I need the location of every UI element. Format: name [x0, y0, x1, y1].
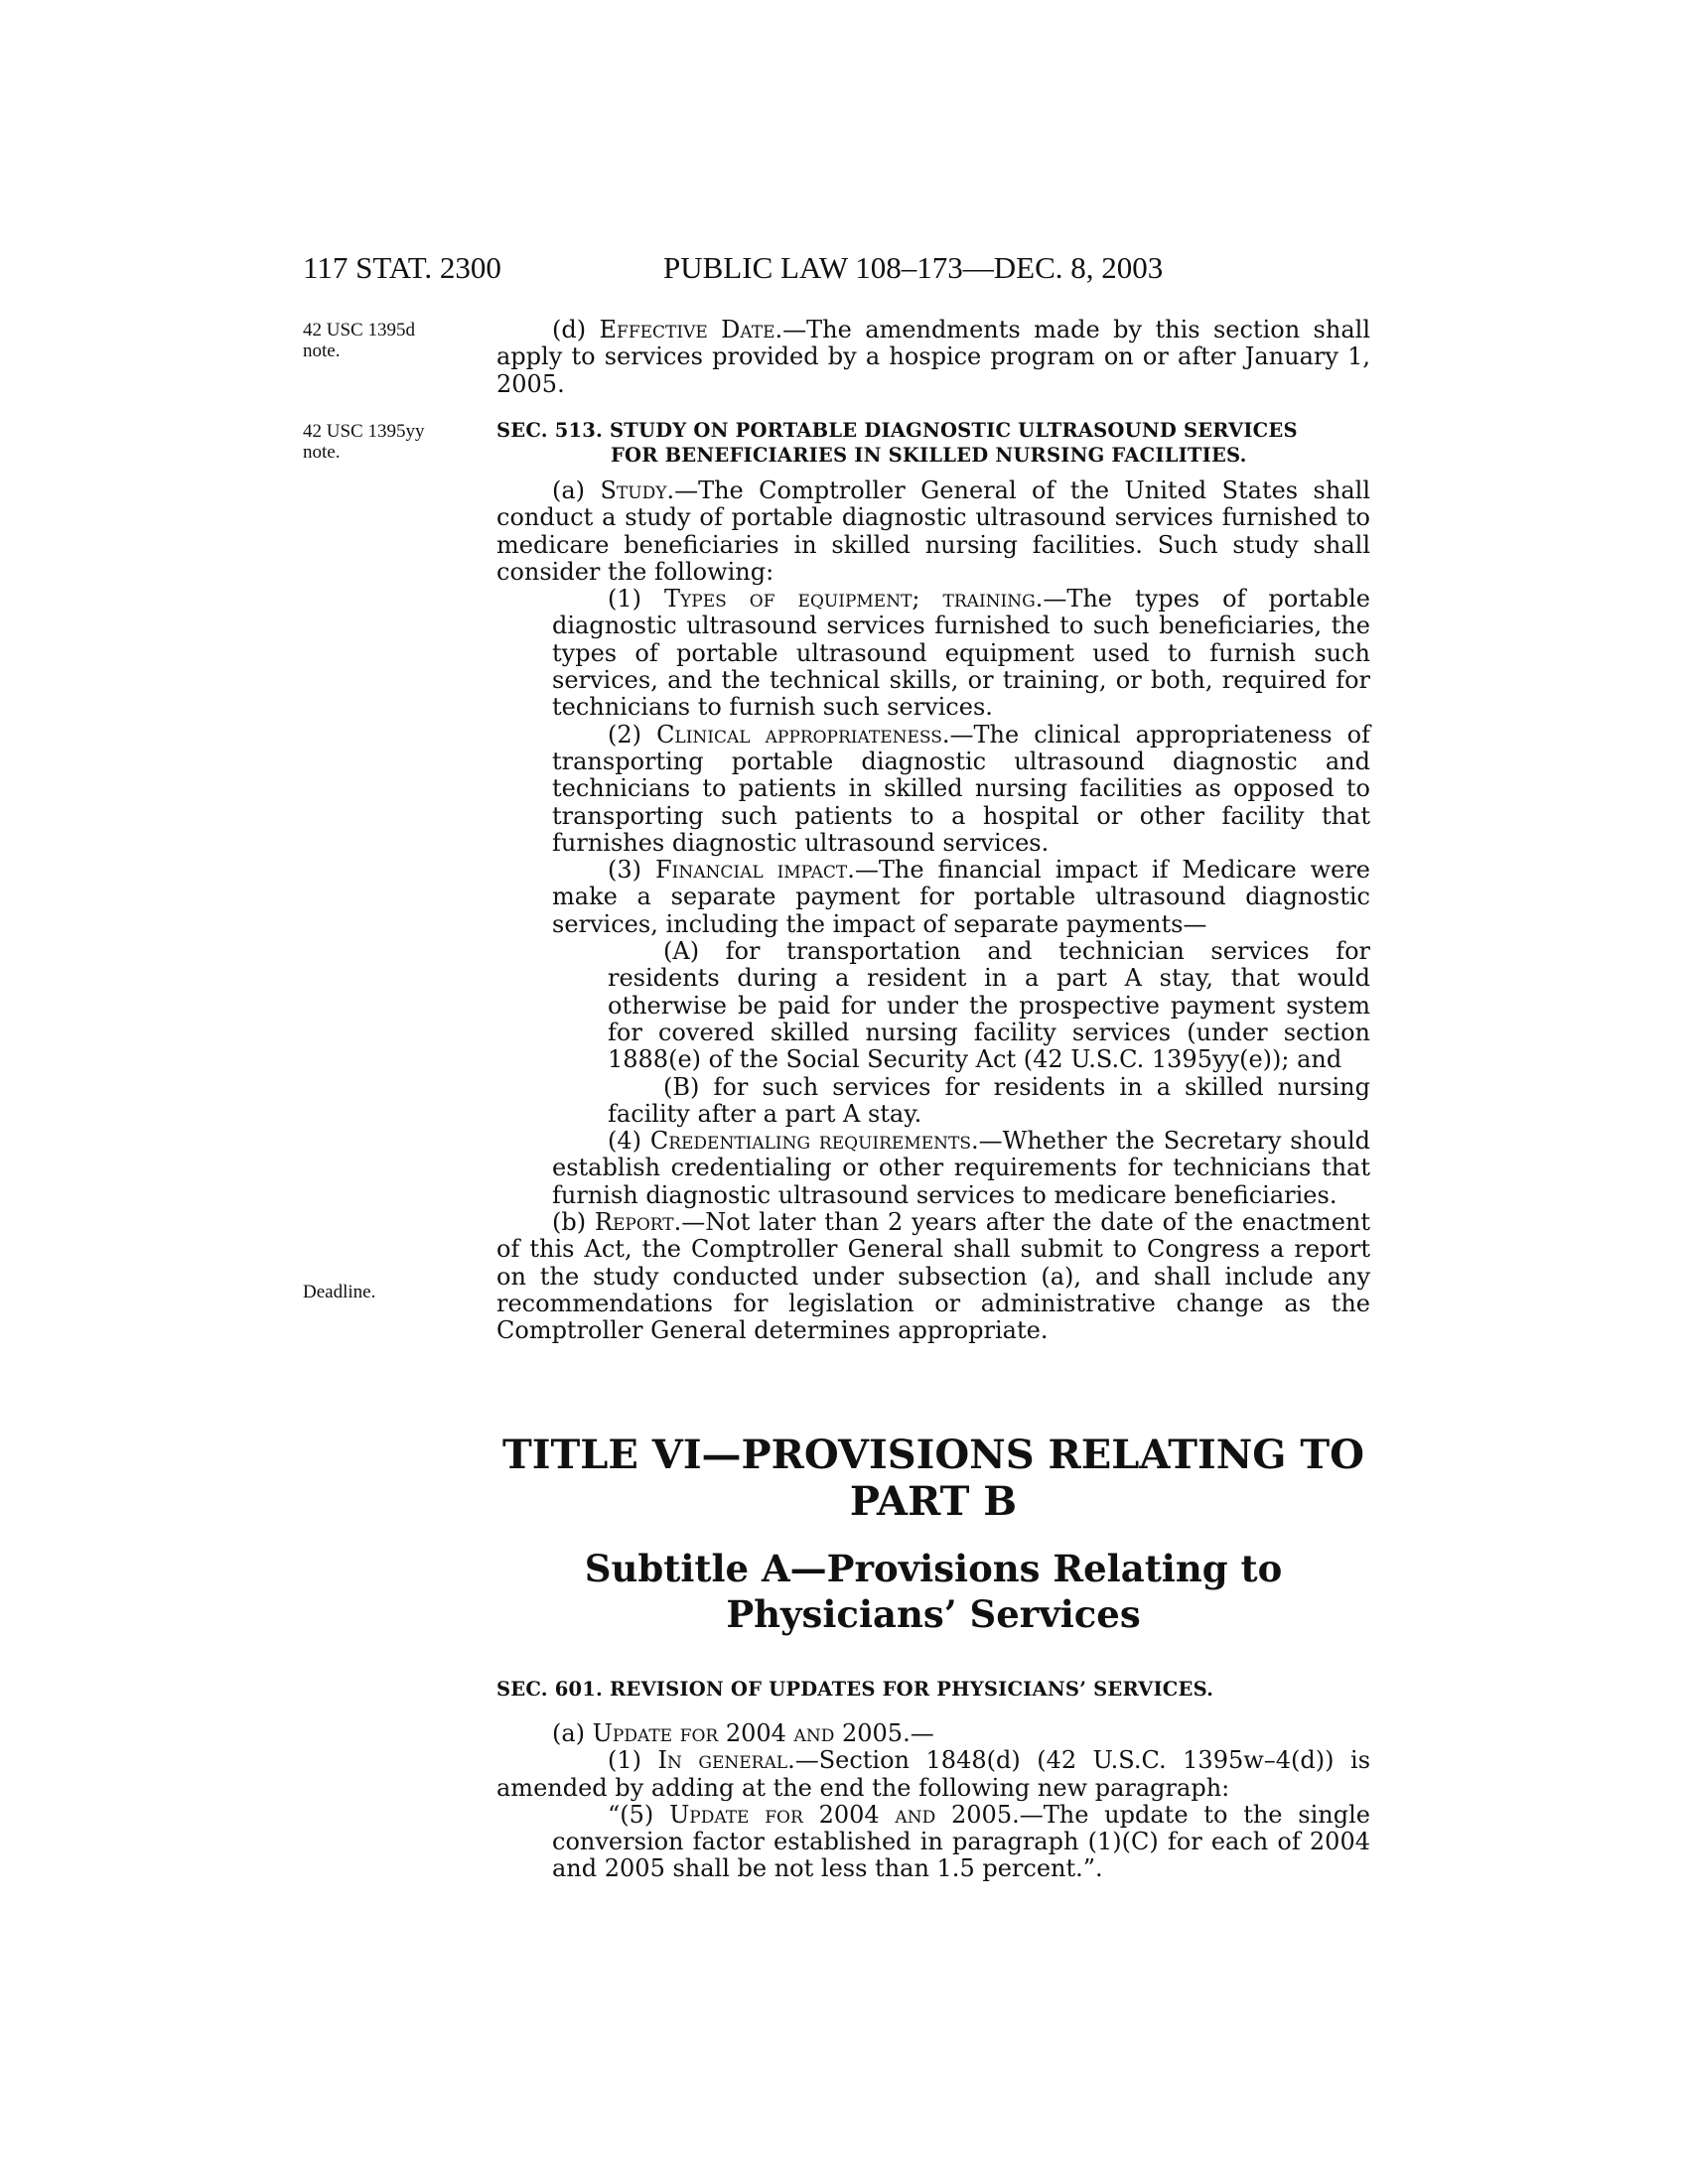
subparagraph-b: (B) for such services for residents in a skilled nursing facility after a part A stay.	[608, 1072, 1370, 1128]
subsection-a	[496, 478, 1370, 586]
label: (b)	[552, 1208, 595, 1237]
label: (1)	[608, 585, 665, 614]
text: .—Whether the Secretary should establish credentialing or other requirements for technicians that furnish diagnostic ultrasound services to medicare beneficiaries.	[552, 1127, 1371, 1209]
label: (a)	[552, 1719, 593, 1747]
heading: Financial impact	[654, 856, 848, 885]
paragraph-4	[496, 1128, 1370, 1209]
heading-line: SEC. 513. STUDY ON PORTABLE DIAGNOSTIC ULTRASOUND SERVICES	[496, 419, 1298, 442]
text: .—The update to the single conversion factor established in paragraph (1)(C) for each of 2004 and 2005 shall be not less than 1.5 percent.”.	[552, 1800, 1370, 1883]
text: .—	[903, 1719, 934, 1747]
text: .—The clinical appropriateness of transporting portable diagnostic ultrasound diagnostic and technicians to patients in skilled nursing facilities as opposed to transporting such patients to a hospital or other facility that furnishes diagnostic ultrasound services.	[552, 720, 1370, 857]
text: .—The types of portable diagnostic ultrasound services furnished to such beneficiaries, the types of portable ultrasound equipment used to furnish such services, and the technical skills, or training, or both, required for technicians to furnish such services.	[552, 585, 1370, 722]
margin-note-line: 42 USC 1395yy	[303, 421, 425, 442]
text: .—Not later than 2 years after the date of the enactment of this Act, the Comptroller General shall submit to Congress a report on the study conducted under subsection (a), and shall include any recommendations for legislation or administrative change as the Comptroller General determines appropriate.	[496, 1208, 1371, 1345]
subtitle-a-heading	[496, 1546, 1370, 1637]
label: (d)	[552, 316, 600, 343]
margin-note-line: 42 USC 1395d	[303, 320, 415, 341]
title-vi-heading	[496, 1432, 1370, 1525]
public-law-heading: PUBLIC LAW 108–173—DEC. 8, 2003	[663, 250, 1164, 285]
title-line: TITLE VI—PROVISIONS RELATING TO	[502, 1432, 1364, 1478]
heading: Study	[600, 477, 667, 504]
label: (a)	[552, 477, 601, 504]
paragraph-2	[496, 722, 1370, 857]
heading: Clinical appropriateness	[656, 720, 942, 749]
subtitle-line: Physicians’ Services	[726, 1592, 1141, 1636]
heading-line: FOR BENEFICIARIES IN SKILLED NURSING FACILITIES.	[611, 444, 1247, 467]
title-line: PART B	[849, 1478, 1018, 1525]
margin-note-line: note.	[303, 442, 341, 463]
margin-note-deadline	[303, 1282, 462, 1302]
subparagraph-a: (A) for transportation and technician services for residents during a resident in a part A stay, that would otherwise be paid for under the prospective payment system for covered skilled nursing facility services (under section 1888(e) of the Social Security Act (42 U.S.C. 1395yy(e)); and	[608, 937, 1370, 1074]
section-513-heading	[496, 418, 1370, 468]
text: .—The financial impact if Medicare were make a separate payment for portable ultrasound diagnostic services, including the impact of separate payments—	[552, 856, 1371, 938]
section-601-body	[496, 1720, 1370, 1883]
text: .—The amendments made by this section shall apply to services provided by a hospice program on or after January 1, 2005.	[496, 316, 1370, 398]
paragraph	[496, 317, 1370, 398]
heading: In general	[657, 1746, 788, 1775]
section-601-heading: SEC. 601. REVISION OF UPDATES FOR PHYSICIANS’ SERVICES.	[496, 1678, 1214, 1701]
margin-note-1395d	[303, 320, 462, 361]
label: (2)	[608, 720, 657, 749]
quoted-paragraph-5	[496, 1802, 1370, 1883]
heading: Report	[594, 1208, 674, 1237]
heading: Types of equipment; training	[664, 585, 1036, 614]
label: (4)	[608, 1127, 650, 1156]
paragraph-1	[496, 1747, 1370, 1802]
heading: Effective Date	[599, 316, 775, 343]
heading: Update for 2004 and 2005	[592, 1719, 904, 1747]
heading: Update for 2004 and 2005	[669, 1800, 1013, 1829]
page-header	[0, 250, 1688, 290]
label: (1)	[608, 1746, 658, 1775]
text: .—Section 1848(d) (42 U.S.C. 1395w–4(d)) is amended by adding at the end the following new paragraph:	[496, 1746, 1371, 1802]
heading: Credentialing requirements	[649, 1127, 972, 1156]
margin-note-1395yy	[303, 421, 462, 463]
paragraph-1	[496, 586, 1370, 721]
statute-page-number: 117 STAT. 2300	[303, 250, 501, 285]
section-513-body	[496, 478, 1370, 1345]
subsection-a	[496, 1720, 1370, 1747]
subtitle-line: Subtitle A—Provisions Relating to	[584, 1547, 1283, 1590]
subsection-d	[496, 317, 1370, 398]
label: (3)	[608, 856, 655, 885]
margin-note-line: Deadline.	[303, 1282, 376, 1302]
label: “(5)	[608, 1800, 670, 1829]
subsection-b	[496, 1209, 1370, 1344]
margin-note-line: note.	[303, 341, 341, 361]
paragraph-3	[496, 857, 1370, 938]
text: .—The Comptroller General of the United States shall conduct a study of portable diagnostic ultrasound services furnished to medicare beneficiaries in skilled nursing facilities. Such study shall consider the following:	[496, 477, 1370, 586]
